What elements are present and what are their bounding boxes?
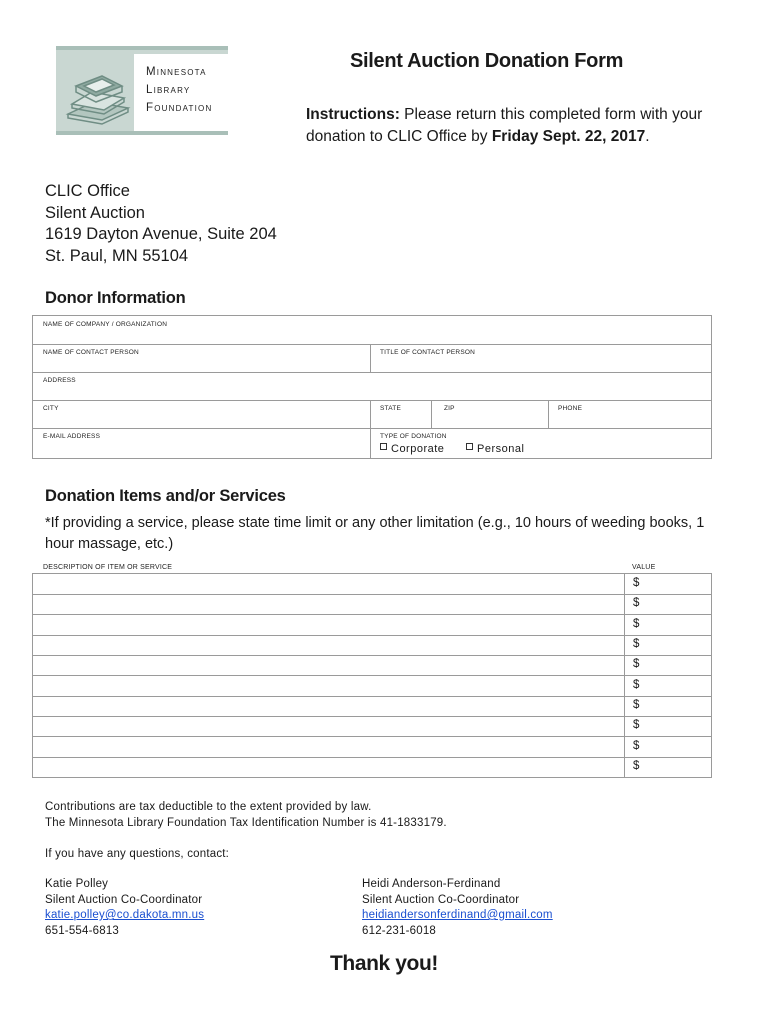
donor-info-table — [32, 315, 712, 459]
address-line: 1619 Dayton Avenue, Suite 204 — [45, 225, 277, 243]
mailing-address — [45, 181, 277, 267]
value-cell[interactable]: $ — [633, 577, 640, 589]
questions-text: If you have any questions, contact: — [45, 848, 230, 860]
company-field[interactable]: NAME OF COMPANY / ORGANIZATION — [43, 321, 168, 328]
contact-phone: 612-231-6018 — [362, 924, 437, 937]
city-field[interactable]: CITY — [43, 405, 59, 412]
contact-email-link[interactable]: katie.polley@co.dakota.mn.us — [45, 909, 205, 921]
contact-katie — [45, 877, 204, 939]
email-field[interactable]: E-MAIL ADDRESS — [43, 433, 101, 440]
logo-text-line2: Library — [146, 84, 191, 96]
contact-email-link[interactable]: heidiandersonferdinand@gmail.com — [362, 909, 553, 921]
tax-line: Contributions are tax deductible to the extent provided by law. — [45, 801, 372, 813]
value-cell[interactable]: $ — [633, 658, 640, 670]
contact-phone: 651-554-6813 — [45, 924, 120, 937]
checkbox-icon — [380, 443, 387, 450]
address-field[interactable]: ADDRESS — [43, 377, 76, 384]
donation-items-heading: Donation Items and/or Services — [45, 487, 286, 505]
value-cell[interactable]: $ — [633, 597, 640, 609]
thank-you: Thank you! — [330, 952, 439, 975]
service-note: *If providing a service, please state time limit or any other limitation (e.g., 10 hours of weeding books, 1 hour massage, etc.) — [45, 515, 705, 552]
value-cell[interactable]: $ — [633, 699, 640, 711]
personal-checkbox[interactable] — [466, 443, 524, 455]
tax-line: The Minnesota Library Foundation Tax Identification Number is 41-1833179. — [45, 816, 447, 829]
contact-name: Katie Polley — [45, 878, 109, 890]
contact-role: Silent Auction Co-Coordinator — [362, 893, 520, 906]
form-title: Silent Auction Donation Form — [350, 50, 624, 72]
address-line: Silent Auction — [45, 203, 145, 222]
donation-items-table — [32, 573, 712, 778]
instructions-end: . — [645, 128, 650, 145]
state-field[interactable]: STATE — [380, 405, 401, 412]
phone-field[interactable]: PHONE — [558, 405, 583, 412]
value-column-header: VALUE — [632, 564, 656, 571]
contact-title-field[interactable]: TITLE OF CONTACT PERSON — [380, 349, 476, 356]
value-cell[interactable]: $ — [633, 740, 640, 752]
donor-info-heading: Donor Information — [45, 289, 186, 307]
instructions-label: Instructions: — [306, 106, 400, 123]
value-cell[interactable]: $ — [633, 719, 640, 731]
address-line: CLIC Office — [45, 182, 130, 200]
zip-field[interactable]: ZIP — [444, 405, 455, 412]
logo-text-line1: Minnesota — [146, 66, 207, 78]
corporate-checkbox[interactable] — [380, 443, 444, 455]
value-cell[interactable]: $ — [633, 638, 640, 650]
logo-text-line3: Foundation — [146, 102, 213, 114]
books-icon — [62, 56, 132, 126]
tax-info — [45, 800, 447, 831]
value-cell[interactable]: $ — [633, 760, 640, 772]
instructions — [306, 104, 746, 148]
personal-label: Personal — [477, 443, 525, 455]
corporate-label: Corporate — [391, 443, 445, 455]
address-line: St. Paul, MN 55104 — [45, 246, 189, 265]
contact-heidi — [362, 877, 553, 939]
instructions-deadline: Friday Sept. 22, 2017 — [491, 128, 646, 145]
contact-name-field[interactable]: NAME OF CONTACT PERSON — [43, 349, 139, 356]
description-column-header: DESCRIPTION OF ITEM OR SERVICE — [43, 564, 173, 571]
value-cell[interactable]: $ — [633, 618, 640, 630]
donation-type-label: TYPE OF DONATION — [380, 433, 447, 440]
contact-role: Silent Auction Co-Coordinator — [45, 893, 203, 906]
checkbox-icon — [466, 443, 473, 450]
contact-name: Heidi Anderson-Ferdinand — [362, 878, 501, 890]
foundation-logo — [56, 46, 228, 135]
instructions-text: Please return this completed form with your donation to CLIC Office by — [306, 106, 703, 145]
value-cell[interactable]: $ — [633, 679, 640, 691]
